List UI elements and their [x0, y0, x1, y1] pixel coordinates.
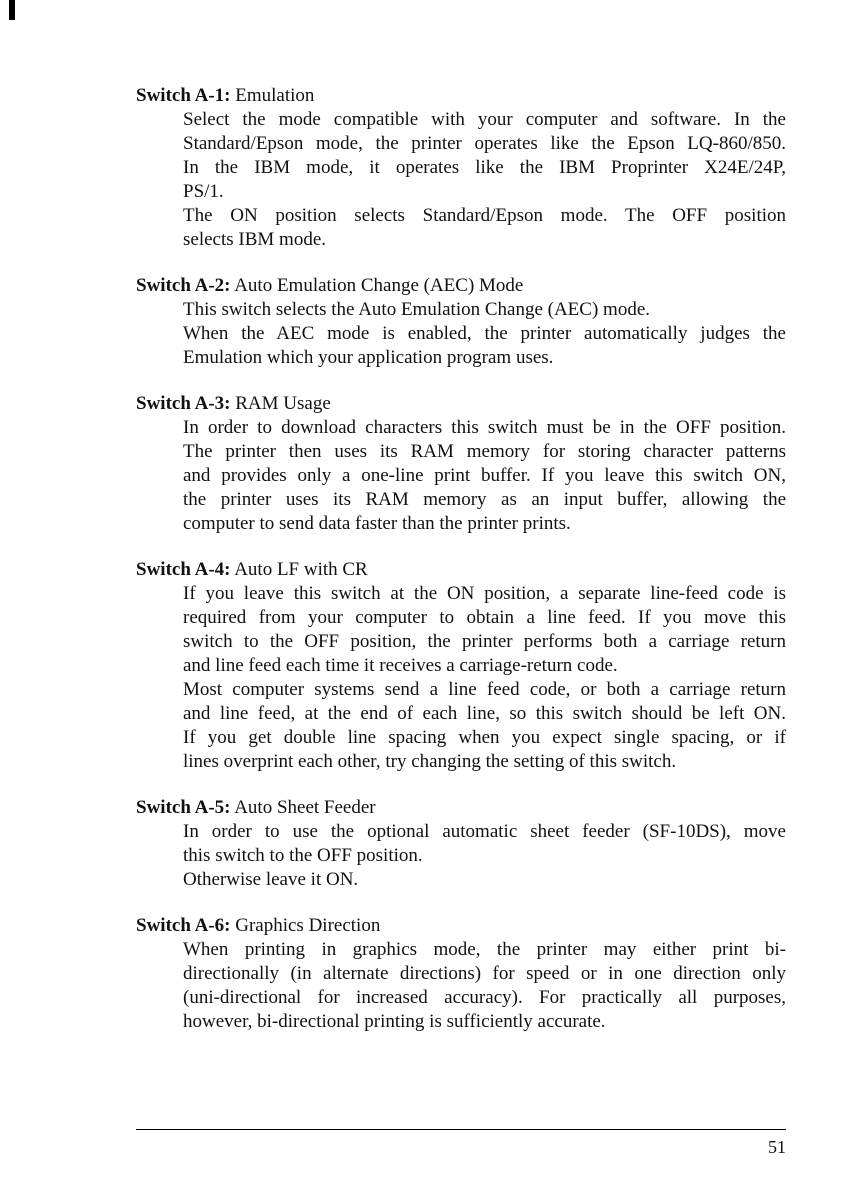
paragraph — [183, 416, 786, 536]
page-content — [136, 84, 786, 1056]
switch-title: RAM Usage — [235, 393, 331, 414]
switch-label: Switch A-4: — [136, 559, 231, 580]
text-line: Select the mode compatible with your computer and software. In the — [183, 109, 786, 130]
text-line: The ON position selects Standard/Epson mode. The OFF position — [183, 205, 786, 226]
section-body — [183, 108, 786, 252]
section-heading — [136, 84, 786, 108]
text-line: In order to use the optional automatic sheet feeder (SF-10DS), move — [183, 821, 786, 842]
text-line: In order to download characters this switch must be in the OFF position. — [183, 417, 786, 438]
section-body — [183, 938, 786, 1034]
scan-margin-mark — [9, 0, 15, 20]
text-line: If you get double line spacing when you expect single spacing, or if — [183, 727, 786, 748]
text-line: the printer uses its RAM memory as an input buffer, allowing the — [183, 489, 786, 510]
page-number: 51 — [768, 1137, 786, 1157]
text-line: PS/1. — [183, 181, 224, 202]
section-heading — [136, 796, 786, 820]
text-line: Most computer systems send a line feed code, or both a carriage return — [183, 679, 786, 700]
paragraph — [183, 298, 786, 322]
switch-section — [136, 274, 786, 370]
section-heading — [136, 274, 786, 298]
switch-section — [136, 84, 786, 252]
text-line: this switch to the OFF position. — [183, 845, 423, 866]
paragraph — [183, 204, 786, 252]
text-line: When printing in graphics mode, the printer may either print bi- — [183, 939, 786, 960]
switch-section — [136, 796, 786, 892]
paragraph — [183, 938, 786, 1034]
text-line: The printer then uses its RAM memory for storing character patterns — [183, 441, 786, 462]
text-line: however, bi-directional printing is sufficiently accurate. — [183, 1011, 606, 1032]
paragraph — [183, 868, 786, 892]
section-body — [183, 416, 786, 536]
switch-section — [136, 558, 786, 774]
switch-label: Switch A-6: — [136, 915, 231, 936]
section-heading — [136, 914, 786, 938]
text-line: If you leave this switch at the ON position, a separate line-feed code is — [183, 583, 786, 604]
switch-label: Switch A-5: — [136, 797, 231, 818]
paragraph — [183, 820, 786, 868]
switch-label: Switch A-2: — [136, 275, 231, 296]
paragraph — [183, 108, 786, 204]
text-line: and line feed each time it receives a carriage-return code. — [183, 655, 618, 676]
text-line: computer to send data faster than the printer prints. — [183, 513, 571, 534]
switch-section — [136, 392, 786, 536]
text-line: Emulation which your application program uses. — [183, 347, 554, 368]
section-body — [183, 298, 786, 370]
section-body — [183, 582, 786, 774]
text-line: Standard/Epson mode, the printer operates like the Epson LQ-860/850. — [183, 133, 786, 154]
section-heading — [136, 558, 786, 582]
text-line: In the IBM mode, it operates like the IBM Proprinter X24E/24P, — [183, 157, 786, 178]
text-line: This switch selects the Auto Emulation Change (AEC) mode. — [183, 299, 651, 320]
text-line: required from your computer to obtain a line feed. If you move this — [183, 607, 786, 628]
text-line: (uni-directional for increased accuracy). For practically all purposes, — [183, 987, 786, 1008]
paragraph — [183, 678, 786, 774]
text-line: and line feed, at the end of each line, so this switch should be left ON. — [183, 703, 786, 724]
switch-title: Emulation — [235, 85, 315, 106]
text-line: switch to the OFF position, the printer performs both a carriage return — [183, 631, 786, 652]
text-line: When the AEC mode is enabled, the printer automatically judges the — [183, 323, 786, 344]
paragraph — [183, 322, 786, 370]
text-line: directionally (in alternate directions) for speed or in one direction only — [183, 963, 786, 984]
section-heading — [136, 392, 786, 416]
text-line: and provides only a one-line print buffer. If you leave this switch ON, — [183, 465, 786, 486]
text-line: lines overprint each other, try changing the setting of this switch. — [183, 751, 677, 772]
footer-rule — [136, 1129, 786, 1130]
switch-label: Switch A-3: — [136, 393, 231, 414]
text-line: selects IBM mode. — [183, 229, 327, 250]
paragraph — [183, 582, 786, 678]
switch-title: Auto Sheet Feeder — [234, 797, 376, 818]
text-line: Otherwise leave it ON. — [183, 869, 359, 890]
switch-title: Graphics Direction — [235, 915, 381, 936]
switch-title: Auto LF with CR — [234, 559, 368, 580]
switch-label: Switch A-1: — [136, 85, 231, 106]
switch-section — [136, 914, 786, 1034]
section-body — [183, 820, 786, 892]
switch-title: Auto Emulation Change (AEC) Mode — [234, 275, 524, 296]
